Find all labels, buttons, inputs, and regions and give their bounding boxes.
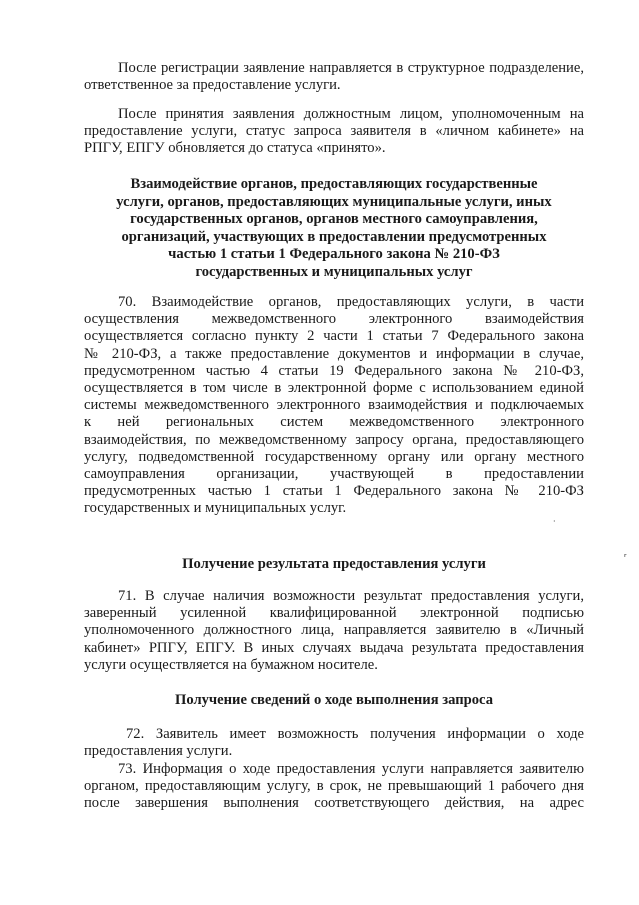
text-line: уполномоченного должностного лица, направляется заявителю в «Личный [84,622,584,639]
text-line: 70. Взаимодействие органов, предоставляющих услуги, в части [118,294,584,310]
scan-speck: · [553,517,556,526]
text-line: государственных и муниципальных услуг. [84,500,347,517]
text-line: услуги осуществляется на бумажном носителе. [84,656,378,673]
section-heading-result [84,556,584,574]
text-line: 73. Информация о ходе предоставления услуги направляется заявителю [118,761,584,777]
section-heading-progress [84,692,584,710]
margin-mark: ᵣ [624,549,627,560]
text-line: услугу, подведомственной государственному органу или органу местного [84,448,584,465]
heading-line: организаций, участвующих в предоставлении предусмотренных [121,228,547,245]
heading-line: услуги, органов, предоставляющих муниципальные услуги, иных [116,193,552,210]
text-line: 71. В случае наличия возможности результат предоставления услуги, [118,588,584,604]
heading-line: государственных органов, органов местного самоуправления, [130,211,538,227]
paragraph-73 [84,761,584,813]
paragraph-acceptance [84,106,584,158]
text-line: После регистрации заявление направляется в структурное подразделение, [118,60,584,76]
text-line: кабинет» РПГУ, ЕПГУ. В иных случаях выдача результата предоставления [84,639,584,656]
text-line: предоставление услуги, статус запроса заявителя в «личном кабинете» на [84,123,584,140]
text-line: взаимодействия, по межведомственному запросу органа, предоставляющего [84,431,584,448]
paragraph-72 [84,726,584,760]
heading-line: Получение сведений о ходе выполнения запроса [174,692,493,708]
text-line: осуществляется в том числе в электронной форме с использованием единой [84,380,584,397]
text-line: осуществления межведомственного электронного взаимодействия [84,311,584,328]
heading-line: Получение результата предоставления услуги [182,556,486,572]
section-heading-interaction [84,176,584,281]
text-line: 72. Заявитель имеет возможность получения информации о ходе [126,726,584,742]
text-line: самоуправления организации, участвующей в предоставлении [84,466,584,483]
paragraph-registration [84,60,584,94]
text-line: к ней региональных систем межведомственного электронного [84,414,584,431]
text-line: предусмотренном частью 4 статьи 19 Федерального закона № 210-ФЗ, [84,362,584,379]
text-line: заверенный усиленной квалифицированной электронной подписью [84,605,584,622]
text-line: После принятия заявления должностным лицом, уполномоченным на [118,106,584,122]
text-line: предусмотренных частью 1 статьи 1 Федерального закона № 210-ФЗ [84,483,584,500]
text-line: системы межведомственного электронного взаимодействия и подключаемых [84,397,584,414]
paragraph-71 [84,588,584,674]
text-line: РПГУ, ЕПГУ обновляется до статуса «принято». [84,140,386,157]
text-line: после завершения выполнения соответствующего действия, на адрес [84,795,584,812]
text-line: № 210-ФЗ, а также предоставление документов и информации в случае, [84,345,584,362]
text-line: осуществляется согласно пункту 2 части 1 статьи 7 Федерального закона [84,328,584,345]
heading-line: частью 1 статьи 1 Федерального закона № 210-ФЗ [168,246,500,262]
paragraph-70 [84,294,584,518]
heading-line: Взаимодействие органов, предоставляющих государственные [130,176,538,192]
text-line: предоставления услуги. [84,743,233,760]
text-line: ответственное за предоставление услуги. [84,77,341,94]
text-line: органом, предоставляющим услугу, в срок, не превышающий 1 рабочего дня [84,778,584,795]
heading-line: государственных и муниципальных услуг [195,263,473,280]
